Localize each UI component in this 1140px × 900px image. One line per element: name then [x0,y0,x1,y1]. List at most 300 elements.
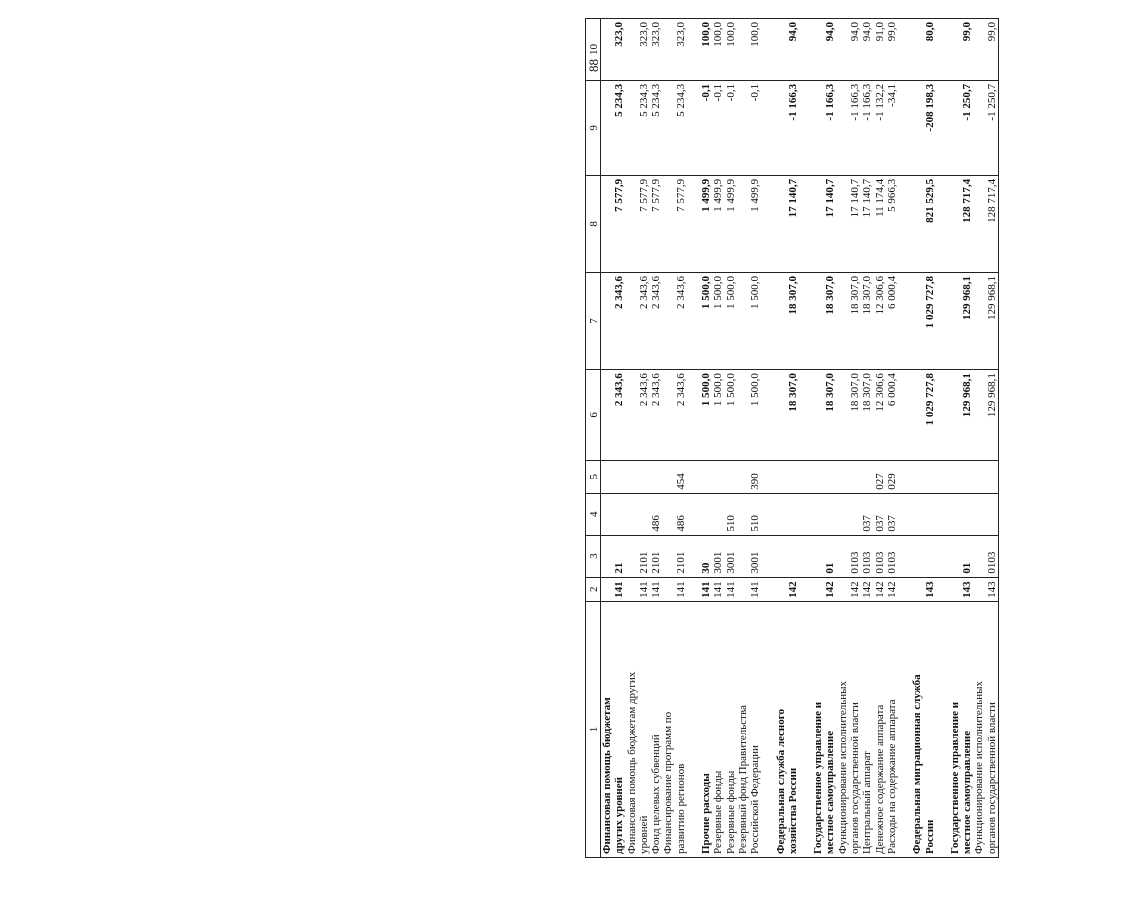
table-cell [775,272,787,369]
table-cell: 6 000,4 [886,272,898,369]
table-cell: 1 499,9 [725,175,737,272]
table-cell: 2101 [650,535,662,577]
table-cell: 94,0 [824,19,836,81]
table-cell: 141 [638,577,650,601]
table-cell [898,601,911,857]
table-cell [775,80,787,175]
column-header-3: 3 [586,535,601,577]
table-cell: 7 577,9 [613,175,625,272]
column-header-1: 1 [586,601,601,857]
table-cell: 99,0 [886,19,898,81]
table-cell: 1 499,9 [700,175,712,272]
table-cell: 486 [650,493,662,535]
table-cell [687,80,700,175]
table-cell: 142 [849,577,861,601]
table-cell: -1 250,7 [986,80,999,175]
table-cell: Прочие расходы [700,601,712,857]
table-cell: -1 166,3 [861,80,873,175]
table-row [861,19,873,858]
table-cell [613,493,625,535]
table-cell [687,272,700,369]
table-cell: 1 500,0 [725,370,737,461]
table-row [650,19,662,858]
table-header [586,19,601,858]
table-cell [973,460,985,493]
table-cell [924,493,936,535]
table-cell: развитию регионов [675,601,687,857]
table-cell: 1 500,0 [712,370,724,461]
table-cell [638,460,650,493]
table-cell [861,460,873,493]
table-cell [949,535,961,577]
table-cell: -1 250,7 [961,80,973,175]
table-row [725,19,737,858]
table-cell [911,577,923,601]
table-cell [799,175,812,272]
table-cell: 141 [712,577,724,601]
table-cell: -1 166,3 [824,80,836,175]
table-cell: 5 234,3 [675,80,687,175]
table-cell: 129 968,1 [986,272,999,369]
rotated-page [585,18,1140,858]
table-cell [737,19,749,81]
table-cell [662,272,674,369]
table-cell [973,577,985,601]
table-row [775,19,787,858]
table-cell: 128 717,4 [961,175,973,272]
table-cell: 142 [886,577,898,601]
table-cell: 323,0 [638,19,650,81]
table-cell [898,272,911,369]
table-cell: 143 [961,577,973,601]
table-cell [936,80,949,175]
table-cell: 21 [613,535,625,577]
table-cell [936,493,949,535]
table-cell: 100,0 [700,19,712,81]
table-cell: 3001 [725,535,737,577]
column-header-2: 2 [586,577,601,601]
table-cell [775,460,787,493]
table-cell: -1 132,2 [874,80,886,175]
table-cell [662,535,674,577]
table-cell: 2 343,6 [638,370,650,461]
table-cell [973,19,985,81]
table-cell [949,80,961,175]
table-cell: -1 166,3 [849,80,861,175]
table-cell: 2101 [638,535,650,577]
table-cell: Государственное управление и [812,601,824,857]
table-cell [662,19,674,81]
table-cell: хозяйства России [787,601,799,857]
table-row [973,19,985,858]
table-cell: 1 499,9 [749,175,761,272]
header-row [586,19,601,858]
table-cell [601,577,614,601]
table-cell: 454 [675,460,687,493]
table-cell [898,175,911,272]
table-cell: 141 [749,577,761,601]
table-cell [898,370,911,461]
table-cell [949,577,961,601]
table-cell [662,493,674,535]
table-cell [837,272,849,369]
table-cell [812,80,824,175]
table-cell: -0,1 [700,80,712,175]
table-cell: 1 500,0 [725,272,737,369]
table-cell [799,272,812,369]
table-cell [626,175,638,272]
table-cell: 037 [861,493,873,535]
table-cell: -0,1 [712,80,724,175]
table-cell: Финансовая помощь бюджетам [601,601,614,857]
table-cell: 18 307,0 [849,370,861,461]
table-cell: 141 [613,577,625,601]
table-cell [812,272,824,369]
table-cell [662,460,674,493]
table-row [613,19,625,858]
table-cell [737,460,749,493]
table-cell: 1 500,0 [700,272,712,369]
table-cell [837,175,849,272]
table-cell [961,460,973,493]
table-cell [762,493,775,535]
table-cell: 17 140,7 [861,175,873,272]
table-cell [737,80,749,175]
table-cell [601,370,614,461]
table-row [898,19,911,858]
table-cell: -208 198,3 [924,80,936,175]
table-cell [601,460,614,493]
table-cell [626,535,638,577]
table-cell: 18 307,0 [824,272,836,369]
table-cell: органов государственной власти [849,601,861,857]
column-header-7: 7 [586,272,601,369]
table-row [886,19,898,858]
table-cell: 7 577,9 [650,175,662,272]
table-cell [626,370,638,461]
table-cell: других уровней [613,601,625,857]
table-cell: Финансовая помощь бюджетам других [626,601,638,857]
table-cell: 1 500,0 [700,370,712,461]
table-cell [911,272,923,369]
table-row [924,19,936,858]
table-row [812,19,824,858]
table-cell [898,80,911,175]
table-cell: 2 343,6 [650,272,662,369]
table-cell: 142 [874,577,886,601]
table-cell: 18 307,0 [787,272,799,369]
table-cell: 17 140,7 [787,175,799,272]
table-row [787,19,799,858]
table-cell [725,460,737,493]
table-cell: 821 529,5 [924,175,936,272]
table-cell: 12 306,6 [874,370,886,461]
table-row [601,19,614,858]
table-cell: 2 343,6 [675,370,687,461]
table-cell: 2 343,6 [613,370,625,461]
table-cell [936,19,949,81]
table-row [662,19,674,858]
budget-table [585,18,999,858]
table-cell: -0,1 [749,80,761,175]
table-row [911,19,923,858]
table-cell [898,535,911,577]
table-row [874,19,886,858]
table-cell [601,272,614,369]
table-cell: 30 [700,535,712,577]
table-cell [973,535,985,577]
table-cell [762,370,775,461]
table-cell [775,535,787,577]
table-cell: 99,0 [986,19,999,81]
table-cell [762,272,775,369]
table-cell: 3001 [749,535,761,577]
table-cell: 141 [700,577,712,601]
table-cell [687,19,700,81]
table-cell [799,577,812,601]
table-cell [898,19,911,81]
table-cell [799,460,812,493]
table-cell [986,493,999,535]
table-cell [700,493,712,535]
table-cell: 100,0 [712,19,724,81]
table-cell: 129 968,1 [961,272,973,369]
table-cell [973,370,985,461]
table-cell: 129 968,1 [961,370,973,461]
table-cell [812,535,824,577]
table-cell: 1 029 727,8 [924,370,936,461]
table-cell: органов государственной власти [986,601,999,857]
table-cell [949,19,961,81]
table-cell [911,493,923,535]
table-cell: 323,0 [675,19,687,81]
table-cell [824,460,836,493]
table-cell: 142 [824,577,836,601]
table-cell [601,19,614,81]
table-cell: -0,1 [725,80,737,175]
table-cell: уровней [638,601,650,857]
table-cell [762,80,775,175]
table-row [837,19,849,858]
table-row [687,19,700,858]
table-cell [936,370,949,461]
table-row [961,19,973,858]
table-cell [812,493,824,535]
table-cell [799,370,812,461]
table-cell [911,19,923,81]
table-cell [775,370,787,461]
table-cell [898,493,911,535]
table-cell [837,80,849,175]
table-cell [837,19,849,81]
table-cell: 2 343,6 [675,272,687,369]
table-cell [626,577,638,601]
table-cell [911,175,923,272]
table-cell [911,80,923,175]
table-cell: Функционирование исполнительных [837,601,849,857]
table-row [799,19,812,858]
table-cell: 2 343,6 [613,272,625,369]
table-cell: 027 [874,460,886,493]
table-cell [687,460,700,493]
table-cell: 0103 [986,535,999,577]
table-cell [737,535,749,577]
table-cell [936,460,949,493]
table-cell [775,577,787,601]
table-cell: 01 [961,535,973,577]
table-cell [762,577,775,601]
table-cell [775,493,787,535]
table-row [986,19,999,858]
table-cell: 323,0 [613,19,625,81]
table-cell [949,370,961,461]
table-cell: Федеральная служба лесного [775,601,787,857]
table-cell [638,493,650,535]
table-cell: 5 234,3 [638,80,650,175]
table-cell [911,535,923,577]
table-cell: 510 [725,493,737,535]
table-cell [812,460,824,493]
table-cell: Центральный аппарат [861,601,873,857]
table-cell [812,577,824,601]
table-cell: 18 307,0 [787,370,799,461]
table-cell: 0103 [849,535,861,577]
table-cell: России [924,601,936,857]
table-cell [601,175,614,272]
table-cell [737,370,749,461]
table-cell: 12 306,6 [874,272,886,369]
table-cell [824,493,836,535]
column-header-8: 8 [586,175,601,272]
table-cell [601,493,614,535]
table-cell [712,493,724,535]
table-cell: 17 140,7 [824,175,836,272]
table-cell: 94,0 [787,19,799,81]
table-cell: 510 [749,493,761,535]
table-cell [662,80,674,175]
table-cell: 143 [986,577,999,601]
table-cell: 2101 [675,535,687,577]
table-cell: 037 [886,493,898,535]
table-cell [799,19,812,81]
table-cell [799,493,812,535]
table-cell [973,175,985,272]
table-cell: 94,0 [849,19,861,81]
table-cell: 323,0 [650,19,662,81]
table-cell: 99,0 [961,19,973,81]
table-cell: Расходы на содержание аппарата [886,601,898,857]
table-cell: местное самоуправление [961,601,973,857]
table-cell [812,370,824,461]
table-cell: 129 968,1 [986,370,999,461]
table-cell [973,272,985,369]
table-cell [662,577,674,601]
table-row [824,19,836,858]
table-cell: 11 174,4 [874,175,886,272]
table-cell [936,577,949,601]
table-cell: 7 577,9 [675,175,687,272]
table-cell [787,493,799,535]
page-number: 88 [586,59,601,72]
table-cell [799,80,812,175]
table-cell: 18 307,0 [861,370,873,461]
table-row [638,19,650,858]
table-cell: 1 029 727,8 [924,272,936,369]
table-cell [662,175,674,272]
table-row [700,19,712,858]
table-row [749,19,761,858]
table-cell [936,272,949,369]
table-cell: -34,1 [886,80,898,175]
table-cell [849,460,861,493]
table-cell [626,19,638,81]
table-cell: 142 [861,577,873,601]
table-row [849,19,861,858]
table-cell [837,493,849,535]
column-header-4: 4 [586,493,601,535]
table-cell: 1 500,0 [749,272,761,369]
table-cell: 18 307,0 [849,272,861,369]
table-cell [787,460,799,493]
table-cell: 390 [749,460,761,493]
table-cell [687,577,700,601]
table-cell: 18 307,0 [861,272,873,369]
table-cell [626,460,638,493]
table-cell: 17 140,7 [849,175,861,272]
table-cell [837,460,849,493]
table-cell: 029 [886,460,898,493]
column-header-6: 6 [586,370,601,461]
table-row [949,19,961,858]
table-cell [775,19,787,81]
table-cell [949,272,961,369]
table-cell [911,460,923,493]
table-cell [687,175,700,272]
table-cell: 1 500,0 [749,370,761,461]
table-cell [799,601,812,857]
table-cell: 141 [650,577,662,601]
table-cell: 94,0 [861,19,873,81]
table-cell [924,460,936,493]
table-cell: Финансирование программ по [662,601,674,857]
table-cell [973,493,985,535]
table-cell [737,493,749,535]
table-cell: 143 [924,577,936,601]
table-cell [626,80,638,175]
table-cell [961,493,973,535]
table-cell [837,535,849,577]
table-cell: Резервный фонд Правительства [737,601,749,857]
table-cell [601,535,614,577]
table-cell [837,577,849,601]
table-cell [626,272,638,369]
table-cell: 486 [675,493,687,535]
table-cell: 128 717,4 [986,175,999,272]
table-cell [949,460,961,493]
table-row [737,19,749,858]
table-cell: Российской Федерации [749,601,761,857]
table-row [936,19,949,858]
table-cell [712,460,724,493]
table-cell [924,535,936,577]
table-cell: Функционирование исполнительных [973,601,985,857]
table-body [601,19,999,858]
table-cell: 100,0 [749,19,761,81]
table-cell: 91,0 [874,19,886,81]
table-cell [898,460,911,493]
column-header-10: 10 [586,19,601,81]
table-cell [762,175,775,272]
